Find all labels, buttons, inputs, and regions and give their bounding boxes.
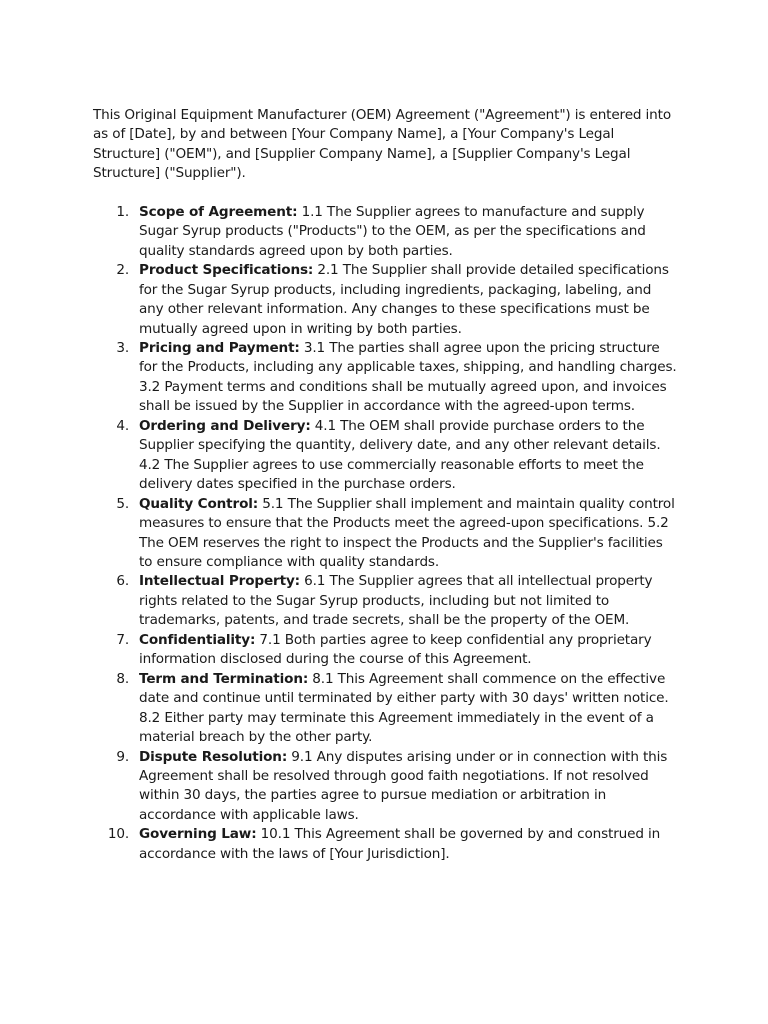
list-item bbox=[93, 495, 678, 573]
intro-paragraph: This Original Equipment Manufacturer (OEM) Agreement ("Agreement") is entered into as of [Date], by and between [Your Company Name], a [Your Company's Legal Structure] ("OEM"), and [Supplier Company Name], a [Supplier Company's Legal Structure] ("Supplier"). bbox=[93, 107, 671, 182]
clause-title: Confidentiality: bbox=[139, 631, 256, 648]
clause-number: 5. bbox=[116, 495, 129, 512]
clause-number: 9. bbox=[116, 748, 129, 765]
clause-title: Quality Control: bbox=[139, 495, 259, 512]
clause-number: 4. bbox=[116, 417, 129, 434]
list-item bbox=[93, 748, 678, 826]
clause-text: 1.1 The Supplier agrees to manufacture and supply Sugar Syrup products ("Products") to the OEM, as per the specifications and quality standards agreed upon by both parties. bbox=[139, 203, 646, 259]
clause-title: Product Specifications: bbox=[139, 262, 314, 279]
clause-title: Governing Law: bbox=[139, 826, 257, 843]
clause-number: 6. bbox=[116, 573, 129, 590]
list-item bbox=[93, 670, 678, 748]
clause-title: Ordering and Delivery: bbox=[139, 417, 311, 434]
clause-list bbox=[93, 203, 678, 864]
clause-text: 10.1 This Agreement shall be governed by and construed in accordance with the laws of [Your Jurisdiction]. bbox=[139, 826, 661, 862]
list-item bbox=[93, 339, 678, 417]
clause-number: 1. bbox=[116, 203, 129, 220]
clause-title: Intellectual Property: bbox=[139, 573, 300, 590]
clause-text: 9.1 Any disputes arising under or in connection with this Agreement shall be resolved through good faith negotiations. If not resolved within 30 days, the parties agree to pursue mediation or arbitration in accordance with applicable laws. bbox=[139, 748, 668, 823]
clause-number: 3. bbox=[116, 339, 129, 356]
clause-text: 5.1 The Supplier shall implement and maintain quality control measures to ensure that the Products meet the agreed-upon specifications. 5.2 The OEM reserves the right to inspect the Products and the Supplier's facilities to ensure compliance with quality standards. bbox=[139, 495, 675, 570]
clause-text: 3.1 The parties shall agree upon the pricing structure for the Products, including any applicable taxes, shipping, and handling charges. 3.2 Payment terms and conditions shall be mutually agreed upon, and invoices shall be issued by the Supplier in accordance with the agreed-upon terms. bbox=[139, 339, 677, 415]
clause-number: 10. bbox=[107, 826, 129, 843]
document-page bbox=[93, 106, 678, 864]
clause-text: 7.1 Both parties agree to keep confidential any proprietary information disclosed during the course of this Agreement. bbox=[139, 631, 652, 668]
clause-number: 7. bbox=[116, 631, 129, 648]
clause-text: 6.1 The Supplier agrees that all intellectual property rights related to the Sugar Syrup products, including but not limited to trademarks, patents, and trade secrets, shall be the property of the OEM. bbox=[139, 573, 653, 629]
clause-text: 8.1 This Agreement shall commence on the effective date and continue until terminated by either party with 30 days' written notice. 8.2 Either party may terminate this Agreement immediately in the event of a material breach by the other party. bbox=[139, 670, 669, 746]
clause-number: 8. bbox=[116, 670, 129, 687]
list-item bbox=[93, 825, 678, 864]
clause-number: 2. bbox=[116, 262, 129, 279]
list-item bbox=[93, 417, 678, 495]
clause-title: Dispute Resolution: bbox=[139, 748, 288, 765]
list-item bbox=[93, 572, 678, 630]
list-item bbox=[93, 261, 678, 339]
list-item bbox=[93, 203, 678, 261]
clause-text: 4.1 The OEM shall provide purchase orders to the Supplier specifying the quantity, delivery date, and any other relevant details. 4.2 The Supplier agrees to use commercially reasonable efforts to meet the delivery dates specified in the purchase orders. bbox=[139, 417, 661, 493]
clause-title: Pricing and Payment: bbox=[139, 339, 300, 356]
list-item bbox=[93, 631, 678, 670]
clause-title: Scope of Agreement: bbox=[139, 203, 298, 220]
clause-text: 2.1 The Supplier shall provide detailed specifications for the Sugar Syrup products, including ingredients, packaging, labeling, and any other relevant information. Any changes to these specifications must be mutually agreed upon in writing by both parties. bbox=[139, 262, 669, 337]
clause-title: Term and Termination: bbox=[139, 670, 309, 687]
